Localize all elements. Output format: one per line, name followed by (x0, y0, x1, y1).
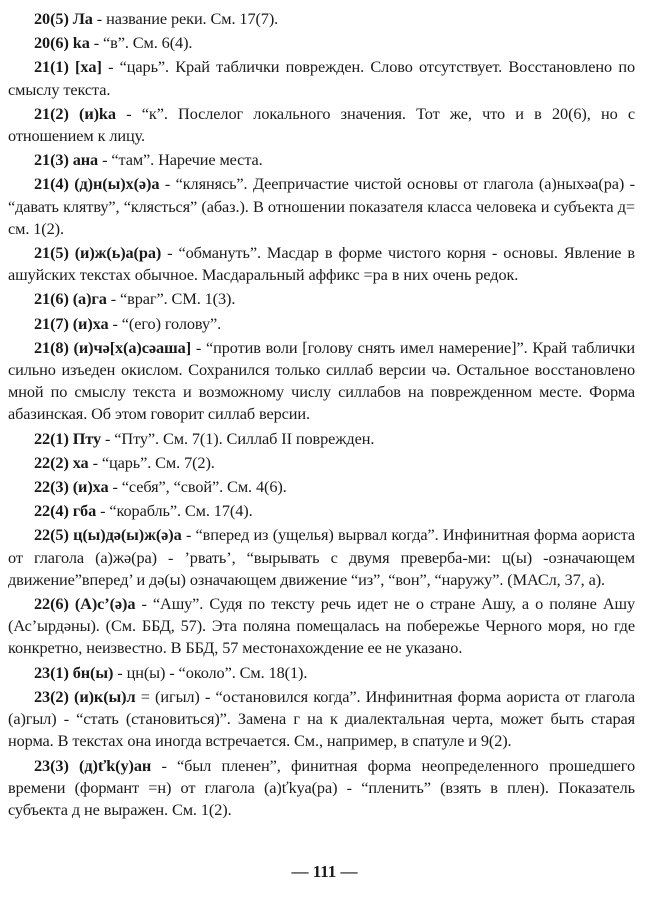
entry-headword: 21(5) (и)ж(ь)а(ра) (34, 243, 162, 263)
entry-headword: 21(4) (д)н(ы)х(ә)а (34, 174, 160, 194)
entry-definition: - “к”. Послелог локального значения. Тот же, что и в 20(6), но с отношением к лицу. (8, 103, 636, 146)
entry-definition: - “был пленен”, финитная форма неопределенного прошедшего времени (формант =н) от глагола (а)ťkуа(ра) - “пленить” (взять в плен). Показатель субъекта д не выражен. См. 1(2). (8, 755, 636, 819)
glossary-entry (8, 103, 635, 147)
entry-definition: - цн(ы) - “около”. См. 18(1). (113, 662, 308, 682)
entry-definition: - “Пту”. См. 7(1). Силлаб II поврежден. (101, 428, 375, 448)
glossary-entries (8, 8, 635, 821)
glossary-entry (8, 313, 635, 335)
entry-definition: - “вперед из (ущелья) вырвал когда”. Инфинитная форма аориста от глагола (а)жә(ра) - ’рвать’, “вырывать с двумя преверба-ми: ц(ы) -означающем движение”вперед’ и дә(ы) означающем движение “из”, “вон”, “наружу”. (МАСл, 37, а). (8, 525, 635, 589)
entry-definition: - “Ашу”. Судя по тексту речь идет не о стране Ашу, а о поляне Ашу (Ас’ырдәны). (См. ББД, 57). Эта поляна помещалась на побережье Черного моря, но где конкретно, неизвестно. В ББД, 57 местонахождение ее не указано. (8, 594, 636, 658)
entry-headword: 23(2) (и)к(ы)л (34, 686, 136, 706)
entry-headword: 22(6) (А)с’(ә)а (34, 594, 136, 614)
entry-definition: - “клянясь”. Деепричастие чистой основы от глагола (а)ныхәа(ра) - “давать клятву”, “клясться” (абаз.). В отношении показателя класса человека и субъекта д= см. 1(2). (8, 174, 635, 238)
entry-headword: 21(8) (и)чә[х(а)сәаша] (34, 337, 192, 357)
glossary-entry (8, 524, 635, 591)
entry-headword: 21(2) (и)ka (34, 103, 116, 123)
entry-definition: - “(его) голову”. (108, 313, 222, 333)
entry-headword: 20(5) Ла (34, 9, 93, 28)
glossary-entry (8, 662, 635, 684)
glossary-entry (8, 686, 635, 753)
glossary-entry (8, 428, 635, 450)
glossary-entry (8, 173, 635, 240)
glossary-entry (8, 242, 635, 286)
glossary-entry (8, 476, 635, 498)
glossary-entry (8, 337, 635, 426)
glossary-entry (8, 149, 635, 171)
entry-headword: 22(3) (и)ха (34, 477, 109, 497)
entry-definition: - “корабль”. См. 17(4). (96, 501, 253, 521)
glossary-entry (8, 32, 635, 54)
entry-headword: 22(2) ха (34, 452, 89, 472)
glossary-entry (8, 500, 635, 522)
glossary-entry (8, 8, 635, 30)
entry-headword: 22(4) гба (34, 501, 97, 521)
entry-headword: 23(1) бн(ы) (34, 662, 114, 682)
entry-definition: - “против воли [голову снять имел намерение]”. Край таблички сильно изъеден окислом. Сохранился только силлаб версии чә. Остальное восстановлено мной по смыслу текста и возможному числу силлабов на поврежденном месте. Форма абазинская. Об этом говорит силлаб версии. (8, 337, 635, 424)
page-number: — 111 — (291, 862, 358, 881)
entry-definition: - “царь”. См. 7(2). (88, 452, 215, 472)
entry-headword: 20(6) ka (34, 33, 90, 53)
entry-headword: 23(3) (д)ťk(у)ан (34, 755, 152, 775)
glossary-entry (8, 288, 635, 310)
glossary-entry (8, 593, 635, 660)
entry-headword: 22(1) Пту (34, 428, 102, 448)
entry-definition: - “в”. См. 6(4). (89, 33, 193, 53)
entry-definition: - “царь”. Край таблички поврежден. Слово отсутствует. Восстановлено по смыслу текста. (8, 57, 635, 99)
entry-headword: 21(3) ана (34, 150, 99, 170)
entry-definition: = (игыл) - “остановился когда”. Инфинитная форма аориста от глагола (а)гыл) - “стать (становиться)”. Замена г на к диалектальная черта, может быть старая норма. В текстах она иногда встречается. См., например, в спатуле и 9(2). (8, 686, 635, 751)
entry-definition: - “там”. Наречие места. (98, 150, 263, 170)
glossary-entry (8, 452, 635, 474)
entry-definition: - “себя”, “свой”. См. 4(6). (108, 477, 287, 497)
entry-definition: - “враг”. СМ. 1(3). (106, 289, 236, 309)
glossary-entry (8, 755, 635, 822)
entry-headword: 22(5) ц(ы)дә(ы)ж(ә)а (34, 525, 182, 545)
entry-headword: 21(6) (а)га (34, 289, 107, 309)
entry-definition: - название реки. См. 17(7). (92, 9, 279, 28)
entry-headword: 21(1) [хa] (34, 57, 102, 77)
entry-headword: 21(7) (и)ха (34, 313, 109, 333)
entry-definition: - “обмануть”. Масдар в форме чистого корня - основы. Явление в ашуйских текстах обычное. Масдаральный аффикс =ра в них очень редок. (8, 243, 635, 285)
glossary-entry (8, 56, 635, 100)
